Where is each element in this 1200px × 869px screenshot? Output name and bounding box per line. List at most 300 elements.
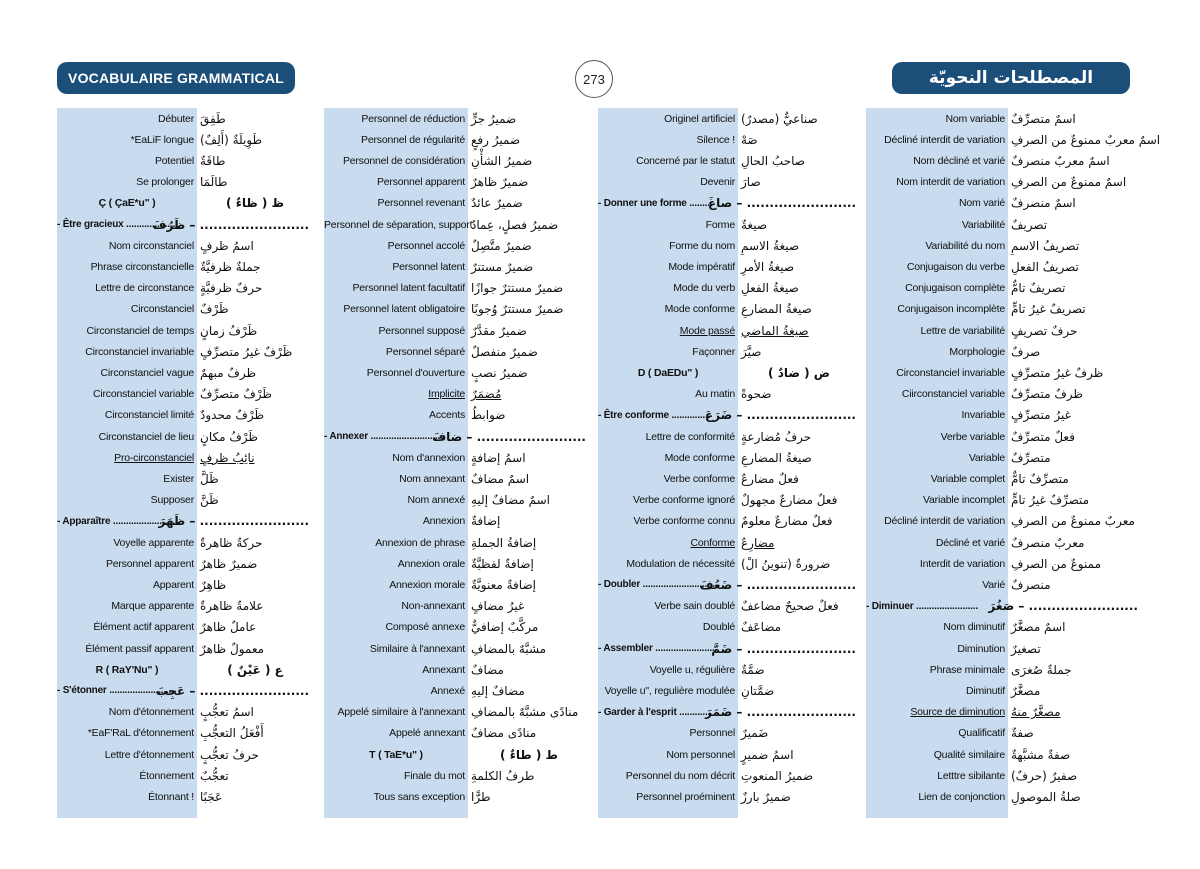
arabic-term: طرًّا xyxy=(471,789,491,804)
french-term: Pro-circonstanciel xyxy=(114,451,194,464)
french-term: Nom circonstanciel xyxy=(108,239,194,252)
french-term: Ç ( ÇaE*u" ) xyxy=(98,197,156,210)
arabic-term: ظرفٌ غيرُ متصرِّفٍ xyxy=(1011,365,1104,380)
glossary-entry xyxy=(57,129,313,150)
french-term: Verbe conforme ignoré xyxy=(632,494,735,507)
french-term: Façonner xyxy=(692,345,735,358)
arabic-term: حركةٌ ظاهرةٌ xyxy=(200,535,263,550)
arabic-term: صفيرٌ (حرفٌ) xyxy=(1011,768,1078,783)
french-term: Personnel latent obligatoire xyxy=(343,303,465,316)
letter-heading xyxy=(57,193,313,214)
glossary-entry xyxy=(324,553,590,574)
glossary-entry xyxy=(866,278,1142,299)
glossary-entry xyxy=(866,723,1142,744)
root-verb-heading xyxy=(866,596,1142,617)
arabic-term: مصغَّرٌ xyxy=(1011,683,1041,698)
arabic-term: ضميرٌ مقدَّرٌ xyxy=(471,323,527,338)
french-term: Annexion xyxy=(422,515,465,528)
french-term: Exister xyxy=(163,472,194,485)
french-term: Concerné par le statut xyxy=(636,154,735,167)
glossary-entry xyxy=(57,278,313,299)
glossary-entry xyxy=(57,574,313,595)
french-term: Lettre d'étonnement xyxy=(104,748,194,761)
arabic-term: ضميرُ جرٍّ xyxy=(471,111,517,126)
french-term: Invariable xyxy=(961,409,1005,422)
glossary-entry xyxy=(57,362,313,383)
french-term: Nom d'étonnement xyxy=(108,706,194,719)
arabic-term: ........................ – صَغُرَ xyxy=(988,599,1138,614)
french-term: Mode conforme xyxy=(664,303,735,316)
glossary-entry xyxy=(324,511,590,532)
glossary-entry xyxy=(866,532,1142,553)
french-term: Nom variable xyxy=(945,112,1005,125)
french-term: Circonstanciel variable xyxy=(92,388,194,401)
french-term: Nom décliné et varié xyxy=(913,154,1005,167)
glossary-entry xyxy=(598,765,860,786)
arabic-term: جملةٌ ظرفيَّةٌ xyxy=(200,259,261,274)
french-term: Annexant xyxy=(422,663,465,676)
arabic-term: مركَّبٌ إضافيٌّ xyxy=(471,620,539,635)
glossary-entry xyxy=(866,129,1161,150)
french-term: Conjugaison complète xyxy=(905,282,1005,295)
french-term: - Être conforme ............... xyxy=(598,409,711,421)
glossary-entry xyxy=(57,617,313,638)
french-term: Débuter xyxy=(158,112,194,125)
arabic-term: ........................ – عَجِبَ xyxy=(155,683,309,698)
glossary-entry xyxy=(324,723,590,744)
french-term: Lettre de circonstance xyxy=(95,282,194,295)
glossary-entry xyxy=(598,468,860,489)
glossary-entry xyxy=(866,235,1142,256)
french-term: Verbe variable xyxy=(940,430,1005,443)
arabic-term: متصرِّفٌ xyxy=(1011,450,1051,465)
glossary-entry xyxy=(598,108,860,129)
arabic-term: صلةُ الموصولِ xyxy=(1011,789,1081,804)
arabic-term: ظَرْفٌ غيرُ متصرِّفٍ xyxy=(200,344,293,359)
arabic-term: منصرفٌ xyxy=(1011,577,1051,592)
letter-heading xyxy=(324,744,590,765)
glossary-entry xyxy=(57,447,313,468)
arabic-term: اسمُ إضافةٍ xyxy=(471,450,526,465)
glossary-entry xyxy=(57,341,313,362)
french-term: Circonstanciel de lieu xyxy=(98,430,194,443)
arabic-term: ضميرٌ متَّصِلٌ xyxy=(471,238,532,253)
arabic-term: ضميرٌ مستترٌ وُجوبًا xyxy=(471,302,564,317)
arabic-term: ........................ – ضَمَّ xyxy=(711,641,856,656)
glossary-entry xyxy=(598,532,860,553)
arabic-term: متصرِّفٌ تامٌّ xyxy=(1011,471,1069,486)
glossary-entry xyxy=(598,256,860,277)
french-term: Verbe sain doublé xyxy=(654,600,735,613)
french-term: Élément passif apparent xyxy=(85,642,194,655)
glossary-entry xyxy=(324,320,590,341)
glossary-entry xyxy=(598,490,860,511)
glossary-entry xyxy=(324,490,590,511)
glossary-entry xyxy=(598,384,860,405)
french-term: Circonstanciel limité xyxy=(104,409,194,422)
french-term: Personnel revenant xyxy=(377,197,465,210)
arabic-term: منادًى مشبَّهٌ بالمضافِ xyxy=(471,705,579,720)
arabic-term: ظَرْفُ مكانٍ xyxy=(200,429,258,444)
glossary-entry xyxy=(866,680,1142,701)
french-term: Nom interdit de variation xyxy=(896,176,1005,189)
arabic-term: ضميرٌ ظاهرٌ xyxy=(471,175,529,190)
arabic-term: ظاهِرٌ xyxy=(200,577,227,592)
arabic-term: طاقَةٌ xyxy=(200,153,226,168)
arabic-term: طَفِقَ xyxy=(200,111,226,126)
glossary-entry xyxy=(598,426,860,447)
glossary-entry xyxy=(324,532,590,553)
french-term: - Annexer ........................... xyxy=(324,431,441,443)
french-term: Appelé similaire à l'annexant xyxy=(337,706,465,719)
arabic-term: ضميرُ نصبٍ xyxy=(471,365,528,380)
glossary-entry xyxy=(598,299,860,320)
french-term: Nom personnel xyxy=(666,748,735,761)
glossary-entry xyxy=(57,702,313,723)
root-verb-heading xyxy=(598,702,860,723)
french-term: Tous sans exception xyxy=(373,790,465,803)
glossary-entry xyxy=(57,468,313,489)
arabic-term: إضافةُ الجملةِ xyxy=(471,535,537,550)
glossary-entry xyxy=(57,596,313,617)
glossary-entry xyxy=(57,638,313,659)
glossary-entry xyxy=(866,744,1142,765)
arabic-term: صَهْ xyxy=(741,132,758,147)
glossary-column-3 xyxy=(598,108,860,818)
french-term: Nom diminutif xyxy=(943,621,1005,634)
arabic-term: ضرورةٌ (تنوينُ الْ) xyxy=(741,556,831,571)
glossary-entry xyxy=(598,786,860,807)
french-term: Implicite xyxy=(428,388,465,401)
glossary-entry xyxy=(866,553,1142,574)
french-term: Nom annexant xyxy=(399,472,465,485)
french-term: Accents xyxy=(429,409,465,422)
glossary-entry xyxy=(57,299,313,320)
arabic-term: صيَّرَ xyxy=(741,344,762,359)
french-term: R ( RaY'Nu" ) xyxy=(95,663,159,676)
french-term: Étonnant ! xyxy=(148,790,194,803)
glossary-entry xyxy=(598,447,860,468)
glossary-entry xyxy=(598,235,860,256)
root-verb-heading xyxy=(324,426,590,447)
arabic-term: ط ( طاءٌ ) xyxy=(500,747,558,762)
glossary-entry xyxy=(866,659,1142,680)
glossary-entry xyxy=(57,532,313,553)
arabic-term: أَفْعَلُ التعجُّبِ xyxy=(200,726,264,741)
arabic-term: صيغةُ الفعلِ xyxy=(741,281,799,296)
french-term: Personnel supposé xyxy=(378,324,465,337)
french-term: - Doubler ............................ xyxy=(598,579,715,591)
arabic-term: ظَرْفٌ متصرِّفٌ xyxy=(200,387,272,402)
glossary-entry xyxy=(324,617,590,638)
arabic-term: صيغةُ الاسمِ xyxy=(741,238,800,253)
glossary-entry xyxy=(324,341,590,362)
arabic-term: معربٌ ممنوعٌ من الصرفِ xyxy=(1011,514,1135,529)
arabic-term: تصريفٌ xyxy=(1011,217,1048,232)
glossary-entry xyxy=(598,617,860,638)
glossary-column-2 xyxy=(324,108,590,818)
french-term: Conjugaison incomplète xyxy=(897,303,1005,316)
glossary-column-4 xyxy=(866,108,1161,818)
letter-heading xyxy=(57,659,313,680)
arabic-term: ممنوعٌ من الصرفِ xyxy=(1011,556,1101,571)
arabic-term: مضاعَفٌ xyxy=(741,620,782,635)
glossary-entry xyxy=(324,256,590,277)
french-term: Modulation de nécessité xyxy=(626,557,735,570)
arabic-term: ضوابطُ xyxy=(471,408,506,423)
french-term: Doublé xyxy=(702,621,735,634)
arabic-term: اسمٌ ممنوعٌ من الصرفِ xyxy=(1011,175,1127,190)
glossary-entry xyxy=(866,426,1142,447)
arabic-term: ........................ – ظَهَرَ xyxy=(158,514,309,529)
glossary-entry xyxy=(324,702,590,723)
french-term: D ( DaEDu" ) xyxy=(637,366,699,379)
arabic-term: اسمٌ معربٌ ممنوعٌ من الصرفِ xyxy=(1011,132,1161,147)
glossary-entry xyxy=(598,341,860,362)
arabic-term: مضافٌ xyxy=(471,662,504,677)
french-term: Phrase minimale xyxy=(929,663,1005,676)
french-term: Similaire à l'annexant xyxy=(369,642,465,655)
glossary-entry xyxy=(866,362,1142,383)
arabic-term: اسمٌ متصرِّفٌ xyxy=(1011,111,1076,126)
arabic-term: طرفُ الكلمةِ xyxy=(471,768,535,783)
french-term: Potentiel xyxy=(154,154,194,167)
glossary-entry xyxy=(324,278,590,299)
french-term: Circonstanciel vague xyxy=(100,366,194,379)
arabic-term: صيغةُ المضارعِ xyxy=(741,450,812,465)
arabic-term: فعلٌ متصرِّفٌ xyxy=(1011,429,1075,444)
french-term: Source de diminution xyxy=(910,706,1005,719)
glossary-entry xyxy=(866,765,1142,786)
glossary-entry xyxy=(324,214,590,235)
french-term: Élément actif apparent xyxy=(93,621,194,634)
arabic-term: ضميرٌ ظاهرٌ xyxy=(200,556,258,571)
arabic-term: صرفٌ xyxy=(1011,344,1041,359)
arabic-term: صيغةُ الماضي xyxy=(741,323,809,338)
arabic-term: صيغةُ المضارعِ xyxy=(741,302,812,317)
section-title-ar: المصطلحات النحويّة xyxy=(892,62,1130,94)
french-term: Voyelle apparente xyxy=(113,536,194,549)
glossary-entry xyxy=(324,574,590,595)
french-term: Conforme xyxy=(690,536,735,549)
arabic-term: صفةٌ xyxy=(1011,726,1034,741)
french-term: Finale du mot xyxy=(403,769,465,782)
french-term: Ciirconstanciel variable xyxy=(901,388,1005,401)
arabic-term: ظَرْفُ زمانٍ xyxy=(200,323,258,338)
arabic-term: اسمُ ضميرٍ xyxy=(741,747,794,762)
glossary-entry xyxy=(598,320,860,341)
french-term: Annexion orale xyxy=(397,557,465,570)
arabic-term: ........................ – ضَعُفَ xyxy=(699,577,856,592)
arabic-term: ضميرٌ منفصلٌ xyxy=(471,344,538,359)
arabic-term: تصريفُ الفعلِ xyxy=(1011,259,1079,274)
french-term: Devenir xyxy=(700,176,735,189)
arabic-term: ظ ( ظاءٌ ) xyxy=(226,196,284,211)
arabic-term: مصغَّرٌ منهُ xyxy=(1011,705,1061,720)
french-term: Variabilité du nom xyxy=(925,239,1005,252)
arabic-term: ع ( عَيْنٌ ) xyxy=(227,662,283,677)
arabic-term: متصرِّفٌ غيرُ تامٍّ xyxy=(1011,493,1090,508)
glossary-entry xyxy=(598,659,860,680)
glossary-entry xyxy=(324,659,590,680)
french-term: Personnel de séparation, support xyxy=(324,218,473,231)
french-term: Nom varié xyxy=(958,197,1005,210)
french-term: Décliné interdit de variation xyxy=(884,133,1005,146)
french-term: Au matin xyxy=(695,388,735,401)
french-term: Qualité similaire xyxy=(933,748,1005,761)
french-term: *EaF'RaL d'étonnement xyxy=(87,727,194,740)
arabic-term: ضميرُ فصلٍ، عِمادٌ xyxy=(471,217,559,232)
french-term: Étonnement xyxy=(139,769,194,782)
french-term: Personnel apparent xyxy=(105,557,194,570)
arabic-term: ضَميرٌ xyxy=(741,726,769,741)
arabic-term: ض ( ضادٌ ) xyxy=(768,365,830,380)
arabic-term: اسمُ ظرفٍ xyxy=(200,238,254,253)
french-term: - Assembler ....................... xyxy=(598,643,715,655)
glossary-entry xyxy=(324,362,590,383)
french-term: - Donner une forme ......... xyxy=(598,197,713,209)
arabic-term: نائِبُ ظرفٍ xyxy=(200,450,255,465)
glossary-entry xyxy=(324,235,590,256)
glossary-entry xyxy=(866,320,1142,341)
glossary-entry xyxy=(57,405,313,426)
glossary-entry xyxy=(866,299,1142,320)
arabic-term: ظرفٌ مبهمٌ xyxy=(200,365,256,380)
root-verb-heading xyxy=(598,638,860,659)
glossary-entry xyxy=(866,786,1142,807)
glossary-entry xyxy=(324,638,590,659)
arabic-term: صفةٌ مشبَّهةٌ xyxy=(1011,747,1071,762)
glossary-entry xyxy=(866,193,1142,214)
french-term: Personnel xyxy=(689,727,735,740)
french-term: Forme xyxy=(705,218,735,231)
glossary-entry xyxy=(324,468,590,489)
arabic-term: جملةٌ صُغرَى xyxy=(1011,662,1072,677)
arabic-term: صناعيٌّ (مصدرٌ) xyxy=(741,111,818,126)
glossary-entry xyxy=(598,172,860,193)
glossary-entry xyxy=(324,150,590,171)
french-term: Variable complet xyxy=(930,472,1005,485)
glossary-entry xyxy=(57,765,313,786)
french-term: Diminutif xyxy=(965,684,1005,697)
glossary-entry xyxy=(324,299,590,320)
french-term: Apparent xyxy=(152,578,194,591)
root-verb-heading xyxy=(57,214,313,235)
glossary-entry xyxy=(324,447,590,468)
french-term: Variable xyxy=(968,451,1005,464)
arabic-term: حرفٌ تصريفٍ xyxy=(1011,323,1078,338)
french-term: Letttre sibilante xyxy=(937,769,1005,782)
french-term: Personnel latent xyxy=(392,260,465,273)
arabic-term: اسمٌ مضافٌ xyxy=(471,471,530,486)
arabic-term: حرفُ تعجُّبٍ xyxy=(200,747,259,762)
arabic-term: ضمَّتانِ xyxy=(741,683,775,698)
glossary-entry xyxy=(324,786,590,807)
glossary-entry xyxy=(598,744,860,765)
french-term: Lettre de variabilité xyxy=(920,324,1005,337)
root-verb-heading xyxy=(57,511,313,532)
arabic-term: ........................ – صاغَ xyxy=(707,196,856,211)
french-term: Nom d'annexion xyxy=(392,451,465,464)
arabic-term: منادًى مضافٌ xyxy=(471,726,537,741)
glossary-entry xyxy=(324,129,590,150)
glossary-entry xyxy=(324,596,590,617)
arabic-term: علامةٌ ظاهرةٌ xyxy=(200,599,264,614)
glossary-entry xyxy=(598,596,860,617)
arabic-term: ضميرٌ مستترٌ جوازًا xyxy=(471,281,564,296)
french-term: Marque apparente xyxy=(111,600,194,613)
arabic-term: ظرفٌ متصرِّفٌ xyxy=(1011,387,1083,402)
glossary-entry xyxy=(866,702,1142,723)
arabic-term: اسمٌ معربٌ منصرفٌ xyxy=(1011,153,1110,168)
glossary-entry xyxy=(324,172,590,193)
french-term: Mode conforme xyxy=(664,451,735,464)
arabic-term: تصغيرٌ xyxy=(1011,641,1041,656)
french-term: Lien de conjonction xyxy=(918,790,1005,803)
arabic-term: فعلٌ صحيحٌ مضاعفٌ xyxy=(741,599,839,614)
glossary-entry xyxy=(866,511,1142,532)
glossary-entry xyxy=(598,511,860,532)
french-term: Interdit de variation xyxy=(919,557,1005,570)
arabic-term: فعلٌ مضارعٌ مجهولٌ xyxy=(741,493,838,508)
arabic-term: عاملٌ ظاهرٌ xyxy=(200,620,257,635)
glossary-entry xyxy=(57,150,313,171)
glossary-entry xyxy=(598,214,860,235)
glossary-entry xyxy=(598,680,860,701)
arabic-term: ........................ – ضَرَعَ xyxy=(704,408,856,423)
arabic-term: مُضمَرٌ xyxy=(471,387,502,402)
arabic-term: ضميرُ رفعٍ xyxy=(471,132,521,147)
glossary-entry xyxy=(866,256,1142,277)
french-term: Personnel de régularité xyxy=(361,133,465,146)
page-number: 273 xyxy=(575,60,613,98)
arabic-term: ظَنَّ xyxy=(200,493,219,508)
root-verb-heading xyxy=(598,574,860,595)
french-term: Diminution xyxy=(957,642,1005,655)
french-term: Annexion de phrase xyxy=(375,536,465,549)
arabic-term: ظَلَّ xyxy=(200,471,219,486)
arabic-term: تصريفٌ تامٌّ xyxy=(1011,281,1066,296)
root-verb-heading xyxy=(57,680,313,701)
arabic-term: ظَرْفٌ محدودٌ xyxy=(200,408,265,423)
glossary-entry xyxy=(866,574,1142,595)
arabic-term: صاحبُ الحالِ xyxy=(741,153,805,168)
french-term: Décliné et varié xyxy=(935,536,1005,549)
glossary-entry xyxy=(57,553,313,574)
glossary-entry xyxy=(866,214,1142,235)
glossary-entry xyxy=(866,617,1142,638)
french-term: Personnel de considération xyxy=(342,154,465,167)
arabic-term: تصريفٌ غيرُ تامٍّ xyxy=(1011,302,1086,317)
french-term: Personnel latent facultatif xyxy=(352,282,465,295)
glossary-entry xyxy=(866,108,1142,129)
french-term: Nom annexé xyxy=(407,494,465,507)
arabic-term: فعلٌ مضارعٌ xyxy=(741,471,799,486)
french-term: Personnel accolé xyxy=(387,239,465,252)
french-term: Supposer xyxy=(150,494,194,507)
arabic-term: ضميرٌ بارزٌ xyxy=(741,789,791,804)
arabic-term: طالَمَا xyxy=(200,175,228,190)
arabic-term: اسمٌ مصغَّرٌ xyxy=(1011,620,1066,635)
arabic-term: صيغةُ الأمرِ xyxy=(741,259,795,274)
arabic-term: ........................ – ضَمَرَ xyxy=(705,705,856,720)
glossary-entry xyxy=(866,447,1142,468)
arabic-term: فعلٌ مضارعٌ معلومٌ xyxy=(741,514,833,529)
glossary-entry xyxy=(57,723,313,744)
french-term: Composé annexe xyxy=(385,621,465,634)
arabic-term: صيغةٌ xyxy=(741,217,768,232)
french-term: Personnel séparé xyxy=(385,345,465,358)
